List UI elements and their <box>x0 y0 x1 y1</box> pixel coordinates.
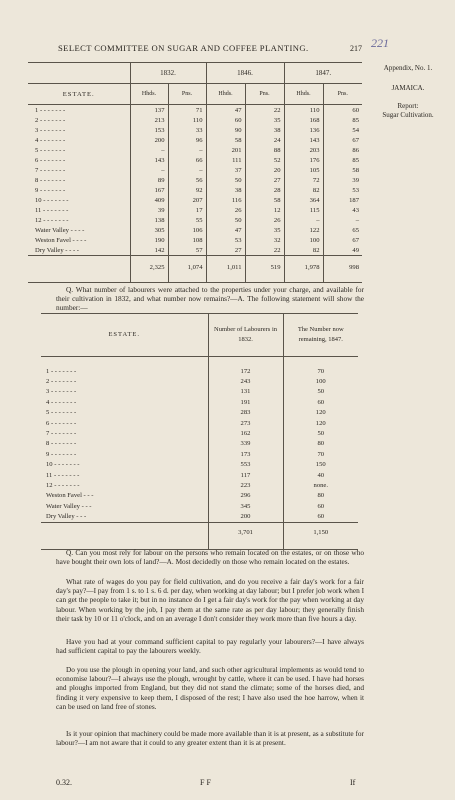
value-cell: 96 <box>168 135 206 145</box>
value-cell: 305 <box>130 225 168 235</box>
value-cell: 32 <box>245 235 284 245</box>
value-cell: 122 <box>284 225 323 235</box>
margin-place: JAMAICA. <box>391 84 425 92</box>
estate-cell: 6 - - - - - - - <box>46 419 77 427</box>
estate-cell: 2 - - - - - - - <box>35 116 66 124</box>
labourers-1847-cell: 70 <box>283 449 358 459</box>
table-row <box>41 501 358 511</box>
labourers-1832-cell: 173 <box>208 449 283 459</box>
table-row <box>41 449 358 459</box>
value-cell: 28 <box>245 185 284 195</box>
estate-cell: 6 - - - - - - - <box>35 156 66 164</box>
labourers-1847-cell: 40 <box>283 470 358 480</box>
table-row <box>28 165 362 175</box>
question-labourers: Q. What number of labourers were attached to the properties under your charge, and available for their cultivation in 1832, and what number now remains?—A. The following statement will show the number:— <box>56 285 364 313</box>
table-row <box>28 135 362 145</box>
value-cell: 364 <box>284 195 323 205</box>
estate-cell: 12 - - - - - - - <box>46 481 80 489</box>
value-cell: 67 <box>323 135 362 145</box>
table-row <box>41 418 358 428</box>
value-cell: 71 <box>168 105 206 116</box>
table-row <box>41 366 358 376</box>
paragraph-1: Q. Can you most rely for labour on the persons who remain located on the estates, or on those who have bought their own lots of land?—A. Most decidedly on those who remain located on the estates. <box>56 548 364 567</box>
value-cell: 108 <box>168 235 206 245</box>
estate-cell: 1 - - - - - - - <box>46 367 77 375</box>
value-cell: 82 <box>284 185 323 195</box>
value-cell: 88 <box>245 145 284 155</box>
value-cell: 143 <box>130 155 168 165</box>
value-cell: 55 <box>168 215 206 225</box>
table-row <box>28 235 362 245</box>
estate-header: ESTATE. <box>28 84 130 105</box>
value-cell: 39 <box>130 205 168 215</box>
labourers-1832-cell: 553 <box>208 460 283 470</box>
value-cell: 67 <box>323 235 362 245</box>
value-cell: 89 <box>130 175 168 185</box>
table-row <box>28 205 362 215</box>
labourers-1847-cell: 120 <box>283 418 358 428</box>
labourers-1847-cell: 80 <box>283 439 358 449</box>
value-cell: – <box>130 165 168 175</box>
value-cell: 37 <box>206 165 245 175</box>
estate-cell: 5 - - - - - - - <box>46 409 77 417</box>
labourers-1832-cell: 131 <box>208 387 283 397</box>
value-cell: 52 <box>245 155 284 165</box>
value-cell: 58 <box>206 135 245 145</box>
value-cell: 20 <box>245 165 284 175</box>
total-cell: 1,074 <box>168 256 206 279</box>
value-cell: 111 <box>206 155 245 165</box>
labourers-1847-cell: 70 <box>283 366 358 376</box>
labourers-1832-cell: 172 <box>208 366 283 376</box>
value-cell: 85 <box>323 155 362 165</box>
total-cell: 519 <box>245 256 284 279</box>
unit-header: Pns. <box>245 84 284 105</box>
estate-cell: 3 - - - - - - - <box>35 126 66 134</box>
value-cell: 39 <box>323 175 362 185</box>
paragraph-3: Have you had at your command sufficient capital to pay regularly your labourers?—I have always had sufficient capital to pay the labourers weekly. <box>56 637 364 656</box>
value-cell: 116 <box>206 195 245 205</box>
value-cell: 110 <box>284 105 323 116</box>
estate-cell: 10 - - - - - - - <box>46 461 80 469</box>
estate-cell: 9 - - - - - - - <box>35 186 66 194</box>
unit-header: Hhds. <box>206 84 245 105</box>
footer-left: 0.32. <box>56 778 72 787</box>
value-cell: 187 <box>323 195 362 205</box>
table-row <box>28 195 362 205</box>
total-cell: 1,978 <box>284 256 323 279</box>
table-row <box>28 105 362 116</box>
value-cell: – <box>168 165 206 175</box>
value-cell: 43 <box>323 205 362 215</box>
total-1832: 3,701 <box>208 522 283 543</box>
labourers-1847-cell: 50 <box>283 428 358 438</box>
value-cell: 72 <box>284 175 323 185</box>
total-1847: 1,150 <box>283 522 358 543</box>
labourers-1847-cell: 100 <box>283 376 358 386</box>
value-cell: 50 <box>206 215 245 225</box>
value-cell: 27 <box>245 175 284 185</box>
unit-header: Pns. <box>168 84 206 105</box>
paragraph-4: Do you use the plough in opening your land, and such other agricultural implements as would tend to economise labour?—I always use the plough, wrought by cattle, where it can be used. I have had horses and ploughs imported from England, but they did not stand the climate; some of the horses died, and finding it very expensive to keep them, I disposed of the rest; I have also used the hoe harrow, when it can be used on land free of stones. <box>56 665 364 711</box>
labourers-1832-cell: 117 <box>208 470 283 480</box>
estate-cell: Water Valley - - - - <box>35 226 85 234</box>
labourers-1832-cell: 345 <box>208 501 283 511</box>
value-cell: 47 <box>206 225 245 235</box>
value-cell: 17 <box>168 205 206 215</box>
value-cell: 54 <box>323 125 362 135</box>
table-row <box>41 491 358 501</box>
labourers-1847-cell: 60 <box>283 501 358 511</box>
labourers-1847-cell: 150 <box>283 460 358 470</box>
estate-cell: 7 - - - - - - - <box>46 430 77 438</box>
margin-subject: Sugar Cultivation. <box>382 111 434 119</box>
labourers-1832-cell: 296 <box>208 491 283 501</box>
table-row <box>28 115 362 125</box>
value-cell: 12 <box>245 205 284 215</box>
value-cell: 90 <box>206 125 245 135</box>
labourers-1832-cell: 339 <box>208 439 283 449</box>
value-cell: 136 <box>284 125 323 135</box>
value-cell: 409 <box>130 195 168 205</box>
value-cell: – <box>130 145 168 155</box>
production-table <box>28 62 362 283</box>
table-row <box>28 145 362 155</box>
value-cell: 153 <box>130 125 168 135</box>
value-cell: 38 <box>245 125 284 135</box>
table-row <box>28 245 362 256</box>
value-cell: 38 <box>206 185 245 195</box>
value-cell: 49 <box>323 245 362 256</box>
value-cell: – <box>168 145 206 155</box>
value-cell: 35 <box>245 115 284 125</box>
unit-header: Hhds. <box>284 84 323 105</box>
table-row <box>41 470 358 480</box>
value-cell: 105 <box>284 165 323 175</box>
labourers-1832-cell: 283 <box>208 408 283 418</box>
labourers-1832-cell: 200 <box>208 511 283 522</box>
value-cell: 56 <box>168 175 206 185</box>
page-number: 217 <box>350 44 362 53</box>
value-cell: 92 <box>168 185 206 195</box>
value-cell: 57 <box>168 245 206 256</box>
table-row <box>41 428 358 438</box>
table-row <box>28 125 362 135</box>
table-row <box>28 215 362 225</box>
labourers-1847-header: The Number now remaining, 1847. <box>283 314 358 357</box>
estate-cell: 4 - - - - - - - <box>46 398 77 406</box>
table-row <box>41 480 358 490</box>
estate-cell: 11 - - - - - - - <box>35 206 69 214</box>
value-cell: 26 <box>206 205 245 215</box>
value-cell: 26 <box>245 215 284 225</box>
value-cell: 85 <box>323 115 362 125</box>
labourers-1847-cell: 120 <box>283 408 358 418</box>
estate-cell: 4 - - - - - - - <box>35 136 66 144</box>
value-cell: 106 <box>168 225 206 235</box>
value-cell: 203 <box>284 145 323 155</box>
estate-cell: 9 - - - - - - - <box>46 450 77 458</box>
estate-cell: Weston Favel - - - - <box>35 236 87 244</box>
estate-cell: 7 - - - - - - - <box>35 166 66 174</box>
year-header: 1832. <box>130 63 206 84</box>
table-row <box>41 511 358 522</box>
estate-cell: 8 - - - - - - - <box>35 176 66 184</box>
value-cell: 27 <box>206 245 245 256</box>
table-row <box>41 387 358 397</box>
value-cell: 22 <box>245 245 284 256</box>
value-cell: – <box>284 215 323 225</box>
value-cell: 190 <box>130 235 168 245</box>
total-cell: 1,011 <box>206 256 245 279</box>
table-row <box>41 397 358 407</box>
value-cell: 58 <box>245 195 284 205</box>
value-cell: 65 <box>323 225 362 235</box>
value-cell: 168 <box>284 115 323 125</box>
labourers-1832-cell: 243 <box>208 376 283 386</box>
value-cell: 33 <box>168 125 206 135</box>
estate-cell: 11 - - - - - - - <box>46 471 80 479</box>
estate-cell: 8 - - - - - - - <box>46 440 77 448</box>
page-header-title: SELECT COMMITTEE ON SUGAR AND COFFEE PLANTING. <box>58 43 309 53</box>
estate-cell: 10 - - - - - - - <box>35 196 69 204</box>
footer-catchword: If <box>350 778 356 787</box>
table-row <box>28 155 362 165</box>
labourers-1832-cell: 223 <box>208 480 283 490</box>
value-cell: 143 <box>284 135 323 145</box>
margin-appendix: Appendix, No. 1. <box>383 64 433 72</box>
value-cell: 53 <box>323 185 362 195</box>
value-cell: 47 <box>206 105 245 116</box>
labourers-1832-cell: 273 <box>208 418 283 428</box>
estate-header: ESTATE. <box>41 314 208 357</box>
table-row <box>41 376 358 386</box>
paragraph-2: What rate of wages do you pay for field cultivation, and do you receive a fair day's work for a fair day's pay?—I pay from 1 s. to 1 s. 6 d. per day, when working at day labour; but I prefer job work when I can get the people to take it; but in no instance do I get a fair day's work for the pay when working at day labour. When working by the job, I pay them at the same rate as per day labour; they generally finish their task by 10 or 11 o'clock, and on an average I don't consider they work more than five hours a day. <box>56 577 364 623</box>
labourers-1832-cell: 191 <box>208 397 283 407</box>
value-cell: 137 <box>130 105 168 116</box>
estate-cell: 12 - - - - - - - <box>35 216 69 224</box>
value-cell: 35 <box>245 225 284 235</box>
value-cell: 138 <box>130 215 168 225</box>
value-cell: 176 <box>284 155 323 165</box>
value-cell: 58 <box>323 165 362 175</box>
estate-cell: Weston Favel - - - <box>46 492 94 500</box>
value-cell: 207 <box>168 195 206 205</box>
value-cell: 213 <box>130 115 168 125</box>
margin-report: Report: <box>397 102 419 110</box>
estate-cell: Dry Valley - - - - <box>35 246 80 254</box>
labourers-table <box>41 313 358 550</box>
value-cell: 201 <box>206 145 245 155</box>
estate-cell: Dry Valley - - - <box>46 513 87 521</box>
value-cell: 142 <box>130 245 168 256</box>
value-cell: 167 <box>130 185 168 195</box>
year-header: 1846. <box>206 63 284 84</box>
table-row <box>41 460 358 470</box>
estate-cell: 1 - - - - - - - <box>35 106 66 114</box>
value-cell: 115 <box>284 205 323 215</box>
value-cell: 110 <box>168 115 206 125</box>
value-cell: 50 <box>206 175 245 185</box>
table-row <box>41 439 358 449</box>
estate-cell: 2 - - - - - - - <box>46 378 77 386</box>
value-cell: 66 <box>168 155 206 165</box>
estate-cell: 5 - - - - - - - <box>35 146 66 154</box>
value-cell: 53 <box>206 235 245 245</box>
paragraph-5: Is it your opinion that machinery could be made more available than it is at present, as a substitute for labour?—I am not aware that it could to any greater extent than it is at present. <box>56 729 364 748</box>
unit-header: Pns. <box>323 84 362 105</box>
table-row <box>28 175 362 185</box>
unit-header: Hhds. <box>130 84 168 105</box>
total-cell: 998 <box>323 256 362 279</box>
labourers-1847-cell: 50 <box>283 387 358 397</box>
value-cell: 82 <box>284 245 323 256</box>
labourers-1832-header: Number of Labourers in 1832. <box>208 314 283 357</box>
labourers-1847-cell: 60 <box>283 397 358 407</box>
estate-cell: Water Valley - - - <box>46 502 92 510</box>
handwritten-page-number: 221 <box>371 36 389 50</box>
value-cell: 100 <box>284 235 323 245</box>
total-cell: 2,325 <box>130 256 168 279</box>
value-cell: 60 <box>206 115 245 125</box>
value-cell: 22 <box>245 105 284 116</box>
table-row <box>28 185 362 195</box>
value-cell: 200 <box>130 135 168 145</box>
labourers-1847-cell: 80 <box>283 491 358 501</box>
labourers-1832-cell: 162 <box>208 428 283 438</box>
value-cell: 24 <box>245 135 284 145</box>
table-row <box>28 225 362 235</box>
estate-cell: 3 - - - - - - - <box>46 388 77 396</box>
footer-signature: F F <box>200 778 211 787</box>
value-cell: 60 <box>323 105 362 116</box>
labourers-1847-cell: 60 <box>283 511 358 522</box>
value-cell: – <box>323 215 362 225</box>
table-row <box>41 408 358 418</box>
year-header: 1847. <box>284 63 362 84</box>
labourers-1847-cell: none. <box>283 480 358 490</box>
value-cell: 86 <box>323 145 362 155</box>
